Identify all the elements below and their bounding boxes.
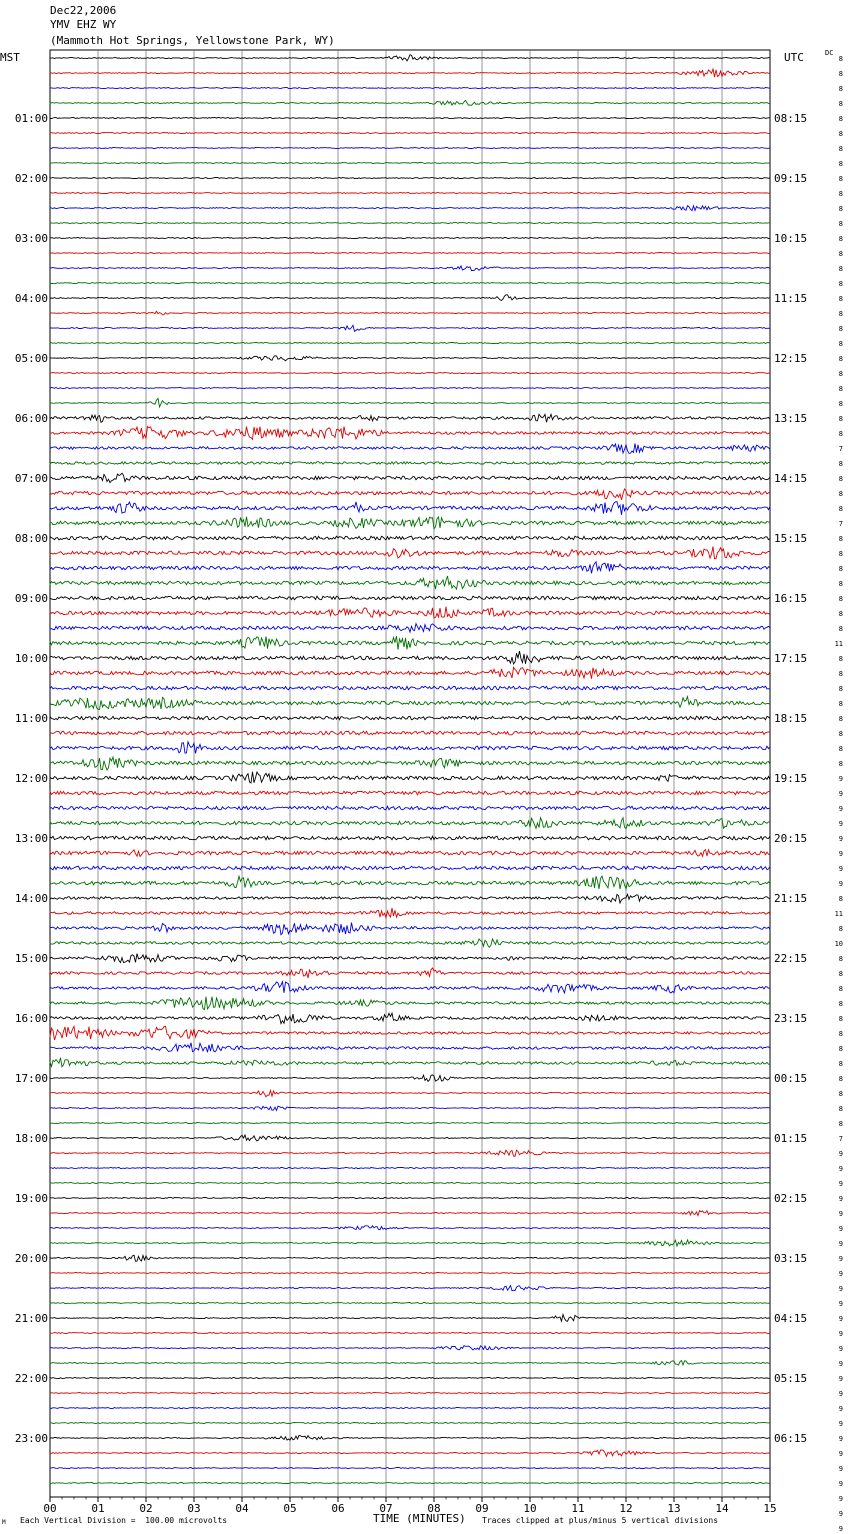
x-tick-label: 11 <box>571 1502 585 1515</box>
hour-label-mst: 10:00 <box>14 652 48 665</box>
dc-offset-value: 8 <box>838 985 843 993</box>
mst-axis-title: MST <box>0 51 20 64</box>
dc-offset-value: 8 <box>838 550 843 558</box>
dc-offset-value: 8 <box>838 1090 843 1098</box>
dc-offset-value: 9 <box>838 1315 843 1323</box>
hour-label-mst: 04:00 <box>14 292 48 305</box>
dc-offset-value: 8 <box>838 250 843 258</box>
x-tick-label: 06 <box>331 1502 345 1515</box>
hour-label-mst: 19:00 <box>14 1192 48 1205</box>
dc-offset-value: 9 <box>838 805 843 813</box>
dc-offset-value: 8 <box>838 700 843 708</box>
seismic-trace <box>50 791 770 795</box>
hour-label-utc: 22:15 <box>774 952 808 965</box>
seismic-trace <box>50 547 770 559</box>
dc-offset-value: 9 <box>838 1330 843 1338</box>
hour-label-mst: 06:00 <box>14 412 48 425</box>
dc-offset-value: 7 <box>838 520 843 528</box>
dc-offset-value: 8 <box>838 730 843 738</box>
dc-offset-value: 8 <box>838 1075 843 1083</box>
dc-offset-value: 9 <box>838 1270 843 1278</box>
seismic-trace <box>50 414 770 422</box>
seismic-trace <box>50 1286 770 1291</box>
hour-label-utc: 15:15 <box>774 532 808 545</box>
seismic-trace <box>50 427 770 440</box>
hour-label-mst: 23:00 <box>14 1432 48 1445</box>
dc-offset-value: 8 <box>838 55 843 63</box>
seismic-trace <box>50 596 770 600</box>
seismic-trace <box>50 667 770 678</box>
dc-offset-value: 8 <box>838 670 843 678</box>
x-tick-label: 05 <box>283 1502 297 1515</box>
seismic-trace <box>50 178 770 179</box>
seismic-trace <box>50 716 770 720</box>
dc-offset-value: 8 <box>838 205 843 213</box>
seismic-trace <box>50 473 770 482</box>
dc-offset-value: 8 <box>838 1105 843 1113</box>
seismic-trace <box>50 1058 770 1067</box>
dc-offset-value: 8 <box>838 235 843 243</box>
seismic-trace <box>50 772 770 783</box>
dc-offset-value: 8 <box>838 715 843 723</box>
seismic-trace <box>50 923 770 935</box>
dc-offset-value: 9 <box>838 880 843 888</box>
scale-note: Each Vertical Division = 100.00 microvolts <box>20 1516 228 1525</box>
seismic-trace <box>50 1346 770 1350</box>
dc-offset-value: 8 <box>838 535 843 543</box>
dc-offset-value: 8 <box>838 415 843 423</box>
dc-offset-value: 8 <box>838 175 843 183</box>
seismic-trace <box>50 266 770 271</box>
seismic-trace <box>50 1423 770 1424</box>
dc-offset-value: 8 <box>838 100 843 108</box>
hour-label-mst: 12:00 <box>14 772 48 785</box>
seismic-trace <box>50 88 770 89</box>
seismic-trace <box>50 1123 770 1124</box>
hour-label-utc: 11:15 <box>774 292 808 305</box>
seismic-trace <box>50 939 770 947</box>
seismic-trace <box>50 55 770 61</box>
seismic-trace <box>50 562 770 574</box>
seismic-trace <box>50 697 770 710</box>
dc-offset-value: 9 <box>838 820 843 828</box>
seismic-trace <box>50 1135 770 1141</box>
seismic-trace <box>50 876 770 889</box>
seismic-trace <box>50 1026 770 1040</box>
x-tick-label: 15 <box>763 1502 777 1515</box>
x-tick-label: 08 <box>427 1502 441 1515</box>
hour-label-utc: 06:15 <box>774 1432 808 1445</box>
hour-label-utc: 20:15 <box>774 832 808 845</box>
dc-offset-value: 8 <box>838 505 843 513</box>
seismic-trace <box>50 69 770 77</box>
hour-label-utc: 19:15 <box>774 772 808 785</box>
dc-offset-value: 9 <box>838 1495 843 1503</box>
dc-offset-value: 8 <box>838 295 843 303</box>
seismic-trace <box>50 1226 770 1230</box>
dc-offset-value: 8 <box>838 1015 843 1023</box>
dc-offset-value: 9 <box>838 1465 843 1473</box>
dc-offset-value: 8 <box>838 595 843 603</box>
seismic-trace <box>50 607 770 618</box>
dc-offset-value: 9 <box>838 1450 843 1458</box>
hour-label-mst: 07:00 <box>14 472 48 485</box>
dc-offset-value: 8 <box>838 400 843 408</box>
seismic-trace <box>50 502 770 515</box>
seismic-trace <box>50 311 770 315</box>
seismic-trace <box>50 636 770 650</box>
seismic-trace <box>50 997 770 1010</box>
hour-label-utc: 02:15 <box>774 1192 808 1205</box>
x-tick-label: 04 <box>235 1502 249 1515</box>
x-tick-label: 03 <box>187 1502 201 1515</box>
seismic-trace <box>50 1198 770 1199</box>
seismic-trace <box>50 462 770 465</box>
dc-offset-value: 9 <box>838 865 843 873</box>
dc-offset-value: 7 <box>838 1135 843 1143</box>
hour-label-mst: 18:00 <box>14 1132 48 1145</box>
dc-offset-value: 9 <box>838 790 843 798</box>
hour-label-utc: 12:15 <box>774 352 808 365</box>
seismic-trace <box>50 193 770 194</box>
dc-offset-value: 8 <box>838 115 843 123</box>
x-tick-label: 01 <box>91 1502 105 1515</box>
dc-offset-value: 8 <box>838 370 843 378</box>
seismic-trace <box>50 163 770 164</box>
seismic-trace <box>50 373 770 374</box>
seismic-trace <box>50 1273 770 1274</box>
dc-offset-value: 8 <box>838 1000 843 1008</box>
dc-offset-value: 8 <box>838 340 843 348</box>
dc-offset-value: 9 <box>838 1360 843 1368</box>
hour-label-mst: 05:00 <box>14 352 48 365</box>
dc-offset-value: 8 <box>838 895 843 903</box>
x-tick-label: 09 <box>475 1502 489 1515</box>
dc-offset-value: 8 <box>838 955 843 963</box>
dc-offset-value: 11 <box>834 640 843 648</box>
seismic-trace <box>50 356 770 361</box>
dc-offset-value: 8 <box>838 310 843 318</box>
clip-note: Traces clipped at plus/minus 5 vertical divisions <box>482 1516 719 1525</box>
dc-offset-value: 8 <box>838 565 843 573</box>
date-label: Dec22,2006 <box>50 4 117 17</box>
dc-offset-value: 8 <box>838 220 843 228</box>
dc-offset-value: 11 <box>834 910 843 918</box>
seismic-trace <box>50 818 770 829</box>
seismic-trace <box>50 1168 770 1169</box>
seismic-trace <box>50 295 770 301</box>
hour-label-mst: 14:00 <box>14 892 48 905</box>
hour-label-utc: 13:15 <box>774 412 808 425</box>
seismic-trace <box>50 1315 770 1322</box>
seismic-trace <box>50 686 770 690</box>
hour-label-utc: 00:15 <box>774 1072 808 1085</box>
dc-offset-value: 9 <box>838 1345 843 1353</box>
seismic-trace <box>50 388 770 389</box>
hour-label-utc: 05:15 <box>774 1372 808 1385</box>
dc-offset-value: 8 <box>838 685 843 693</box>
hour-label-utc: 01:15 <box>774 1132 808 1145</box>
seismic-trace <box>50 1106 770 1110</box>
hour-label-mst: 08:00 <box>14 532 48 545</box>
seismic-trace <box>50 100 770 105</box>
dc-offset-value: 8 <box>838 610 843 618</box>
dc-offset-value: 9 <box>838 1390 843 1398</box>
seismic-trace <box>50 576 770 589</box>
seismic-trace <box>50 517 770 529</box>
dc-offset-value: 8 <box>838 325 843 333</box>
hour-label-mst: 11:00 <box>14 712 48 725</box>
dc-offset-value: 9 <box>838 1300 843 1308</box>
dc-offset-value: 8 <box>838 580 843 588</box>
dc-offset-value: 9 <box>838 850 843 858</box>
hour-label-utc: 09:15 <box>774 172 808 185</box>
seismic-trace <box>50 1435 770 1440</box>
location-label: (Mammoth Hot Springs, Yellowstone Park, WY) <box>50 34 335 47</box>
hour-label-utc: 10:15 <box>774 232 808 245</box>
dc-column-title: DC <box>825 49 834 57</box>
dc-offset-value: 8 <box>838 280 843 288</box>
dc-offset-value: 8 <box>838 1045 843 1053</box>
dc-offset-value: 9 <box>838 1225 843 1233</box>
dc-offset-value: 8 <box>838 760 843 768</box>
dc-offset-value: 8 <box>838 925 843 933</box>
utc-axis-title: UTC <box>784 51 804 64</box>
x-tick-label: 10 <box>523 1502 537 1515</box>
dc-offset-value: 8 <box>838 490 843 498</box>
hour-label-mst: 09:00 <box>14 592 48 605</box>
dc-offset-value: 9 <box>838 1195 843 1203</box>
x-tick-label: 13 <box>667 1502 681 1515</box>
seismic-trace <box>50 1183 770 1184</box>
dc-offset-value: 9 <box>838 1210 843 1218</box>
hour-label-utc: 14:15 <box>774 472 808 485</box>
seismic-trace <box>50 836 770 840</box>
dc-offset-value: 9 <box>838 1150 843 1158</box>
seismic-trace <box>50 731 770 735</box>
seismic-trace <box>50 1333 770 1334</box>
seismic-trace <box>50 1211 770 1216</box>
hour-label-utc: 04:15 <box>774 1312 808 1325</box>
x-tick-label: 07 <box>379 1502 393 1515</box>
seismic-trace <box>50 1378 770 1379</box>
x-tick-label: 02 <box>139 1502 153 1515</box>
seismic-trace <box>50 223 770 224</box>
seismic-trace <box>50 850 770 857</box>
dc-offset-value: 10 <box>834 940 843 948</box>
seismic-trace <box>50 118 770 119</box>
dc-offset-value: 9 <box>838 1525 843 1533</box>
hour-label-mst: 01:00 <box>14 112 48 125</box>
x-tick-label: 00 <box>43 1502 57 1515</box>
seismic-trace <box>50 1468 770 1469</box>
seismic-trace <box>50 954 770 963</box>
dc-offset-value: 9 <box>838 1285 843 1293</box>
seismic-trace <box>50 325 770 331</box>
dc-offset-value: 8 <box>838 160 843 168</box>
seismic-trace <box>50 1043 770 1053</box>
seismic-trace <box>50 1408 770 1409</box>
dc-offset-value: 9 <box>838 1180 843 1188</box>
seismic-trace <box>50 1393 770 1394</box>
seismic-trace <box>50 148 770 149</box>
seismic-trace <box>50 1255 770 1261</box>
seismic-trace <box>50 343 770 344</box>
seismic-trace <box>50 742 770 754</box>
dc-offset-value: 8 <box>838 1030 843 1038</box>
dc-offset-value: 9 <box>838 835 843 843</box>
dc-offset-value: 8 <box>838 265 843 273</box>
dc-offset-value: 9 <box>838 1240 843 1248</box>
dc-offset-value: 9 <box>838 1405 843 1413</box>
dc-offset-value: 8 <box>838 385 843 393</box>
hour-label-utc: 17:15 <box>774 652 808 665</box>
dc-offset-value: 8 <box>838 430 843 438</box>
seismic-trace <box>50 968 770 978</box>
seismic-trace <box>50 1483 770 1484</box>
corner-mark: M <box>2 1519 6 1526</box>
seismic-trace <box>50 624 770 633</box>
seismic-trace <box>50 536 770 540</box>
seismic-trace <box>50 1075 770 1082</box>
hour-label-mst: 20:00 <box>14 1252 48 1265</box>
seismic-trace <box>50 238 770 239</box>
seismic-trace <box>50 133 770 134</box>
seismic-trace <box>50 866 770 870</box>
dc-offset-value: 8 <box>838 1120 843 1128</box>
dc-offset-value: 8 <box>838 970 843 978</box>
hour-label-mst: 03:00 <box>14 232 48 245</box>
hour-label-mst: 15:00 <box>14 952 48 965</box>
seismic-trace <box>50 253 770 254</box>
dc-offset-value: 8 <box>838 355 843 363</box>
plot-frame <box>50 50 770 1497</box>
x-tick-label: 14 <box>715 1502 729 1515</box>
dc-offset-value: 8 <box>838 745 843 753</box>
seismic-trace <box>50 443 770 453</box>
hour-label-mst: 02:00 <box>14 172 48 185</box>
seismic-trace <box>50 806 770 810</box>
seismic-trace <box>50 1150 770 1156</box>
seismic-trace <box>50 283 770 284</box>
hour-label-utc: 08:15 <box>774 112 808 125</box>
dc-offset-value: 9 <box>838 1420 843 1428</box>
dc-offset-value: 7 <box>838 445 843 453</box>
dc-offset-value: 8 <box>838 130 843 138</box>
seismic-trace <box>50 908 770 918</box>
seismic-trace <box>50 1303 770 1304</box>
hour-label-mst: 16:00 <box>14 1012 48 1025</box>
seismic-trace <box>50 1240 770 1246</box>
seismic-trace <box>50 1091 770 1097</box>
hour-label-mst: 13:00 <box>14 832 48 845</box>
seismic-trace <box>50 894 770 903</box>
hour-label-utc: 03:15 <box>774 1252 808 1265</box>
x-tick-label: 12 <box>619 1502 633 1515</box>
dc-offset-value: 9 <box>838 1480 843 1488</box>
hour-label-utc: 21:15 <box>774 892 808 905</box>
hour-label-utc: 23:15 <box>774 1012 808 1025</box>
dc-offset-value: 8 <box>838 475 843 483</box>
dc-offset-value: 8 <box>838 85 843 93</box>
seismic-trace <box>50 982 770 993</box>
seismic-trace <box>50 1013 770 1023</box>
dc-offset-value: 9 <box>838 1510 843 1518</box>
dc-offset-value: 8 <box>838 1060 843 1068</box>
dc-offset-value: 9 <box>838 1375 843 1383</box>
hour-label-mst: 22:00 <box>14 1372 48 1385</box>
dc-offset-value: 8 <box>838 190 843 198</box>
station-label: YMV EHZ WY <box>50 18 117 31</box>
hour-label-utc: 18:15 <box>774 712 808 725</box>
hour-label-mst: 21:00 <box>14 1312 48 1325</box>
seismic-trace <box>50 206 770 211</box>
x-axis-label: TIME (MINUTES) <box>373 1512 466 1525</box>
dc-offset-value: 9 <box>838 1165 843 1173</box>
dc-offset-value: 8 <box>838 655 843 663</box>
seismic-trace <box>50 489 770 500</box>
hour-label-utc: 16:15 <box>774 592 808 605</box>
dc-offset-value: 8 <box>838 460 843 468</box>
seismic-trace <box>50 1361 770 1366</box>
hour-label-mst: 17:00 <box>14 1072 48 1085</box>
dc-offset-value: 8 <box>838 625 843 633</box>
seismic-trace <box>50 398 770 407</box>
dc-offset-value: 9 <box>838 1255 843 1263</box>
dc-offset-value: 9 <box>838 1435 843 1443</box>
seismic-trace <box>50 757 770 770</box>
seismic-trace <box>50 1450 770 1456</box>
dc-offset-value: 8 <box>838 70 843 78</box>
seismic-trace <box>50 651 770 664</box>
dc-offset-value: 9 <box>838 775 843 783</box>
dc-offset-value: 8 <box>838 145 843 153</box>
